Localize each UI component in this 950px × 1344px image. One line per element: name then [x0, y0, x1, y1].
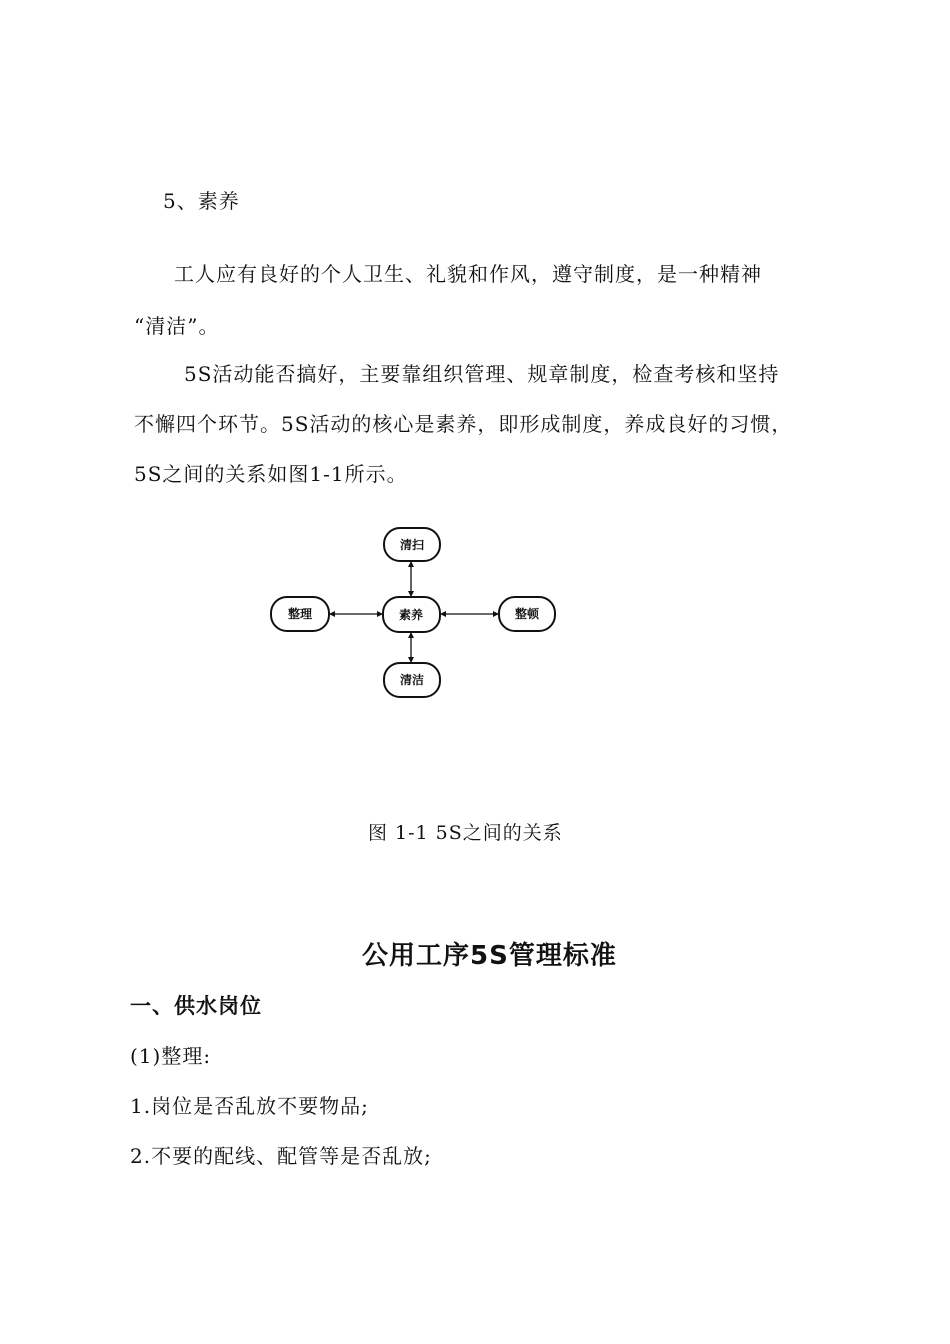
list-item: 1.岗位是否乱放不要物品; [130, 1094, 369, 1118]
node-bottom-label: 清洁 [399, 673, 425, 687]
section-heading: 一、供水岗位 [130, 994, 262, 1018]
page-title: 公用工序5S管理标准 [362, 941, 617, 971]
node-center-label: 素养 [398, 608, 424, 622]
node-right-label: 整顿 [514, 607, 540, 621]
subsection-label: (1)整理: [130, 1044, 212, 1068]
paragraph-line: 工人应有良好的个人卫生、礼貌和作风，遵守制度，是一种精神 [174, 262, 762, 286]
node-top-label: 清扫 [399, 538, 425, 552]
node-left-label: 整理 [287, 607, 313, 621]
paragraph-line: 5S活动能否搞好，主要靠组织管理、规章制度，检查考核和坚持 [184, 362, 780, 386]
paragraph-line: 不懈四个环节。5S活动的核心是素养，即形成制度，养成良好的习惯， [134, 412, 793, 436]
paragraph-line: “清洁”。 [134, 314, 220, 338]
5s-relationship-diagram [262, 522, 566, 706]
figure-caption: 图 1-1 5S之间的关系 [368, 822, 563, 844]
section-title: 5、素养 [163, 189, 240, 213]
paragraph-line: 5S之间的关系如图1-1所示。 [134, 462, 408, 486]
list-item: 2.不要的配线、配管等是否乱放; [130, 1144, 432, 1168]
